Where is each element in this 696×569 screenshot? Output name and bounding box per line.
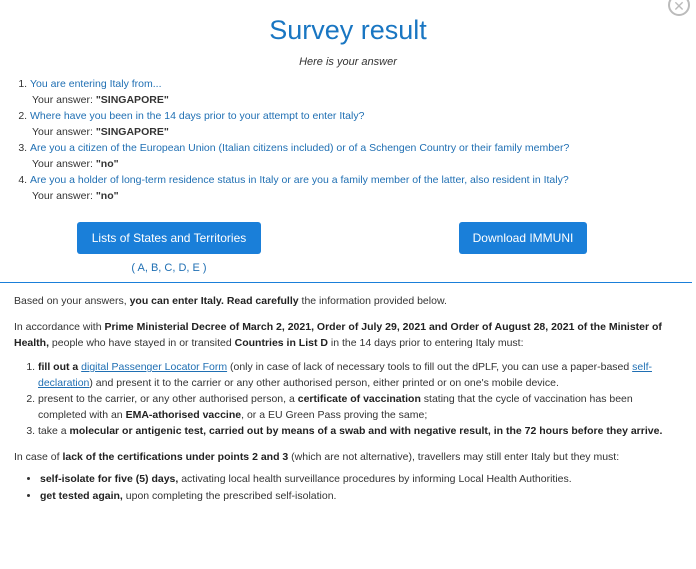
text: the information provided below. [298, 295, 447, 307]
text: take a [38, 425, 70, 437]
download-immuni-button[interactable]: Download IMMUNI [459, 222, 587, 254]
question-text: Are you a citizen of the European Union (Italian citizens included) or of a Schengen Country or their family member? [30, 142, 570, 154]
answer-line [30, 124, 696, 140]
question-text: Are you a holder of long-term residence status in Italy or are you a family member of the latter, also resident in Italy? [30, 174, 569, 186]
answer-line [30, 92, 696, 108]
text-bold: self-isolate for five (5) days, [40, 473, 179, 485]
question-item [30, 172, 696, 204]
lists-letters-label: ( A, B, C, D, E ) [131, 262, 207, 274]
text-bold: you can enter Italy. Read carefully [129, 295, 299, 307]
page-subtitle: Here is your answer [299, 56, 397, 68]
text: , or a EU Green Pass proving the same; [241, 409, 428, 421]
passenger-locator-link[interactable]: digital Passenger Locator Form [81, 361, 228, 373]
answer-value: "SINGAPORE" [95, 126, 169, 138]
text: present to the carrier, or any other authorised person, a [38, 393, 298, 405]
text: upon completing the prescribed self-isolation. [122, 490, 337, 502]
text-bold: get tested again, [40, 490, 123, 502]
text: people who have stayed in or transited [49, 337, 235, 349]
answer-line [30, 188, 696, 204]
self-declaration-link[interactable]: self-declaration [38, 361, 652, 389]
info-section [0, 293, 696, 505]
button-row [0, 222, 696, 282]
close-icon[interactable]: ✕ [668, 0, 690, 16]
answer-line [30, 156, 696, 172]
text: stating that the cycle of vaccination has been completed with an [38, 393, 633, 421]
info-decree [14, 319, 682, 351]
list-item [40, 471, 682, 488]
text: ) and present it to the carrier or any other authorised person, either printed or on one's mobile device. [89, 377, 559, 389]
must-list [14, 471, 682, 505]
text-bold: fill out a [38, 361, 82, 373]
answer-label: Your answer: [32, 158, 93, 170]
text-bold: Prime Ministerial Decree of March 2, 2021, Order of July 29, 2021 and Order of August 28, 2021 of the Minister of Health, [14, 321, 662, 349]
text: In accordance with [14, 321, 105, 333]
question-text: Where have you been in the 14 days prior to your attempt to enter Italy? [30, 110, 365, 122]
question-item [30, 76, 696, 108]
text-bold: lack of the certifications under points 2 and 3 [62, 451, 289, 463]
answer-value: "SINGAPORE" [95, 94, 169, 106]
answer-label: Your answer: [32, 190, 93, 202]
text-bold: EMA-athorised vaccine [125, 409, 242, 421]
list-item [40, 488, 682, 505]
info-intro [14, 293, 682, 309]
text-bold: certificate of vaccination [297, 393, 421, 405]
text: in the 14 days prior to entering Italy must: [327, 337, 524, 349]
list-item [38, 391, 682, 423]
text-bold: Countries in List D [234, 337, 328, 349]
question-item [30, 140, 696, 172]
question-list [0, 76, 696, 204]
answer-value: "no" [95, 158, 119, 170]
lists-states-button[interactable]: Lists of States and Territories [77, 222, 261, 254]
answer-label: Your answer: [32, 94, 93, 106]
question-item [30, 108, 696, 140]
text: Based on your answers, [14, 295, 130, 307]
info-lack [14, 449, 682, 465]
answer-label: Your answer: [32, 126, 93, 138]
page-title: Survey result [269, 15, 427, 45]
requirements-list [14, 359, 682, 439]
list-item [38, 423, 682, 439]
list-item [38, 359, 682, 391]
text: (which are not alternative), travellers may still enter Italy but they must: [288, 451, 620, 463]
section-divider [0, 282, 692, 283]
answer-value: "no" [95, 190, 119, 202]
text: In case of [14, 451, 63, 463]
text: activating local health surveillance procedures by informing Local Health Authorities. [178, 473, 572, 485]
text: (only in case of lack of necessary tools to fill out the dPLF, you can use a paper-based [227, 361, 633, 373]
text-bold: molecular or antigenic test, carried out by means of a swab and with negative result, in the 72 hours before they arrive. [69, 425, 663, 437]
question-text: You are entering Italy from... [30, 78, 162, 90]
